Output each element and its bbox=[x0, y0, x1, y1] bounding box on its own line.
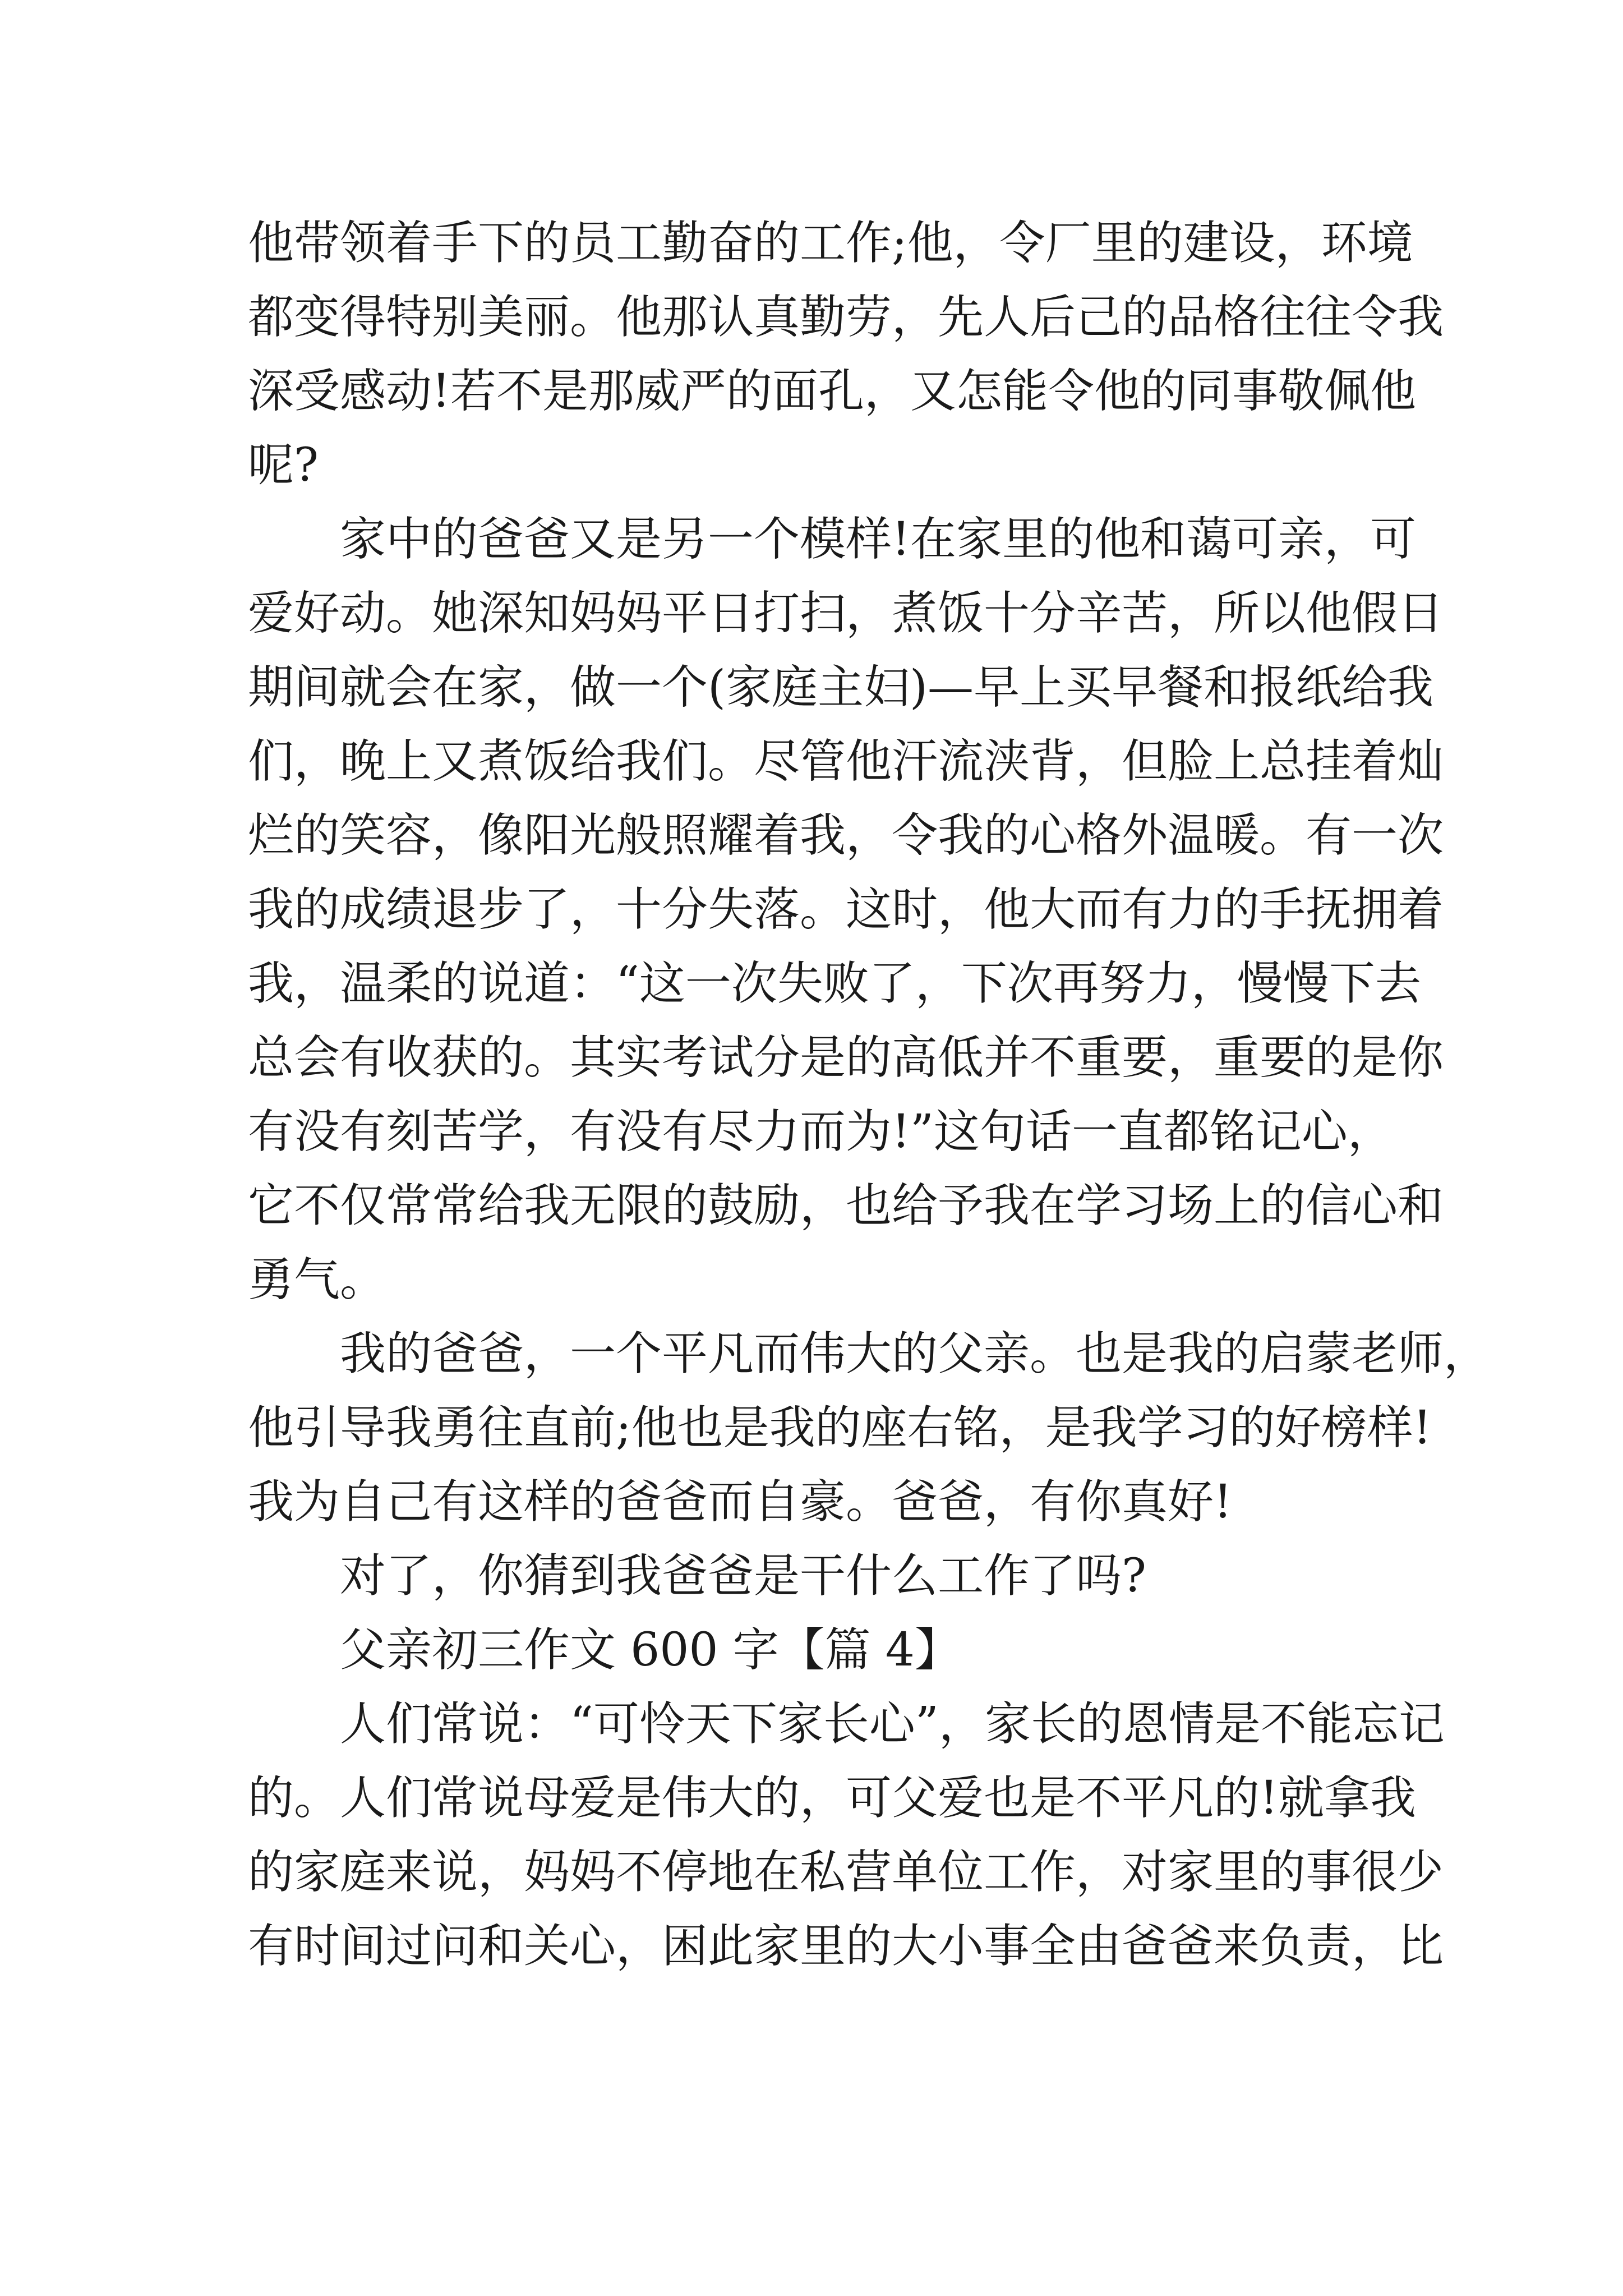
text-line: 总会有收获的。其实考试分是的高低并不重要，重要的是你 bbox=[248, 1031, 1444, 1084]
text-line: 我的成绩退步了，十分失落。这时，他大而有力的手抚拥着 bbox=[248, 883, 1444, 936]
text-line: 期间就会在家，做一个(家庭主妇)—早上买早餐和报纸给我 bbox=[248, 661, 1433, 714]
body-text bbox=[248, 206, 1490, 1984]
text-line: 它不仅常常给我无限的鼓励，也给予我在学习场上的信心和 bbox=[248, 1179, 1444, 1232]
text-line: 爱好动。她深知妈妈平日打扫，煮饭十分辛苦，所以他假日 bbox=[248, 587, 1444, 640]
text-line: 我，温柔的说道：“这一次失败了，下次再努力，慢慢下去 bbox=[248, 957, 1421, 1010]
text-line: 有没有刻苦学，有没有尽力而为!”这句话一直都铭记心， bbox=[248, 1105, 1394, 1158]
text-line: 呢? bbox=[248, 439, 319, 492]
text-line: 有时间过问和关心，困此家里的大小事全由爸爸来负责，比 bbox=[248, 1920, 1444, 1973]
text-line: 们，晚上又煮饭给我们。尽管他汗流浃背，但脸上总挂着灿 bbox=[248, 735, 1444, 788]
text-line: 对了，你猜到我爸爸是干什么工作了吗? bbox=[340, 1549, 1146, 1603]
text-line: 勇气。 bbox=[248, 1253, 386, 1306]
text-line: 的家庭来说，妈妈不停地在私营单位工作，对家里的事很少 bbox=[248, 1846, 1444, 1899]
text-line: 的。人们常说母爱是伟大的，可父爱也是不平凡的!就拿我 bbox=[248, 1772, 1416, 1825]
text-line: 家中的爸爸又是另一个模样!在家里的他和蔼可亲，可 bbox=[340, 513, 1416, 566]
text-line: 都变得特别美丽。他那认真勤劳，先人后己的品格往往令我 bbox=[248, 291, 1444, 344]
text-line: 他带领着手下的员工勤奋的工作;他，令厂里的建设，环境 bbox=[248, 217, 1413, 270]
text-line: 深受感动!若不是那威严的面孔，又怎能令他的同事敬佩他 bbox=[248, 365, 1416, 418]
text-line: 烂的笑容，像阳光般照耀着我，令我的心格外温暖。有一次 bbox=[248, 809, 1444, 862]
text-line: 他引导我勇往直前;他也是我的座右铭，是我学习的好榜样! bbox=[248, 1401, 1432, 1455]
text-line: 父亲初三作文 600 字【篇 4】 bbox=[340, 1623, 961, 1677]
text-line: 人们常说：“可怜天下家长心”，家长的恩情是不能忘记 bbox=[340, 1697, 1445, 1751]
text-line: 我为自己有这样的爸爸而自豪。爸爸，有你真好! bbox=[248, 1475, 1232, 1529]
text-line: 我的爸爸，一个平凡而伟大的父亲。也是我的启蒙老师， bbox=[340, 1327, 1490, 1381]
